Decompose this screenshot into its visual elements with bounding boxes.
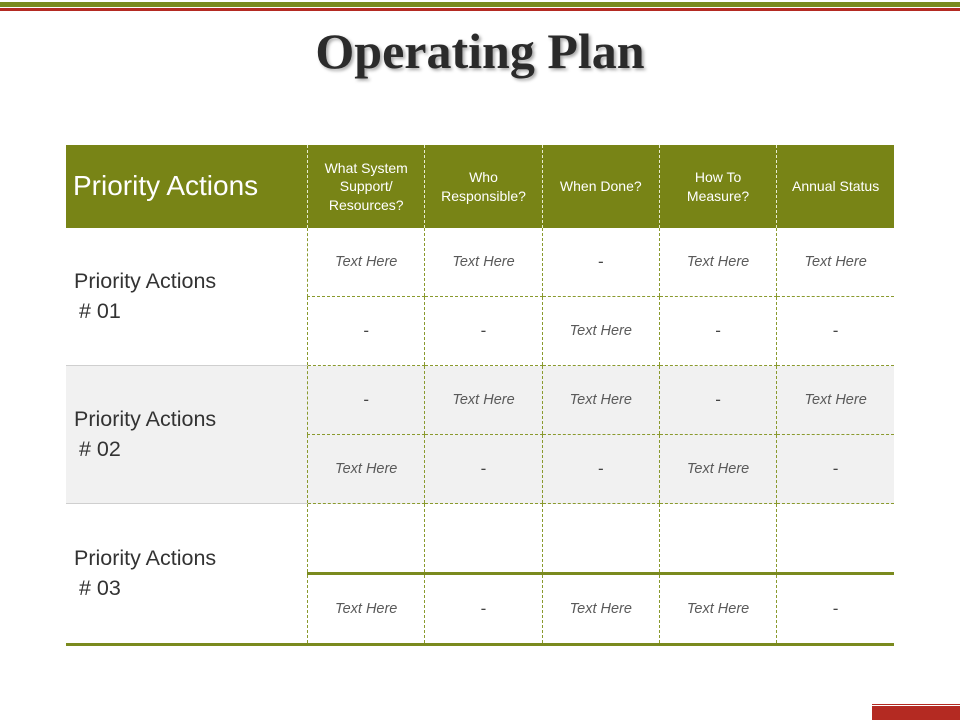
priority-action-label — [66, 504, 308, 645]
header-priority-actions: Priority Actions — [66, 145, 308, 228]
top-rule-olive — [0, 2, 960, 7]
priority-action-number: # 01 — [79, 298, 121, 323]
table-cell: - — [425, 574, 542, 645]
table-cell: Text Here — [542, 297, 659, 366]
operating-plan-table — [66, 145, 894, 646]
header-row — [66, 145, 894, 228]
table-cell: - — [777, 435, 894, 504]
table-row — [66, 366, 894, 435]
corner-rule — [872, 704, 960, 705]
table-cell: Text Here — [308, 228, 425, 297]
top-rule-red — [0, 8, 960, 11]
table-cell — [659, 504, 776, 574]
priority-action-number: # 02 — [79, 436, 121, 461]
header-how-to-measure: How To Measure? — [659, 145, 776, 228]
table-cell: Text Here — [659, 228, 776, 297]
header-when-done: When Done? — [542, 145, 659, 228]
table-cell: - — [542, 228, 659, 297]
priority-action-title: Priority Actions — [74, 407, 217, 432]
priority-action-label — [66, 228, 308, 366]
table-row — [66, 228, 894, 297]
priority-action-title: Priority Actions — [74, 269, 217, 294]
table-cell: - — [308, 366, 425, 435]
table-cell: - — [425, 297, 542, 366]
table-body — [66, 228, 894, 645]
table-cell: Text Here — [777, 228, 894, 297]
table-cell — [308, 504, 425, 574]
table-cell: Text Here — [308, 574, 425, 645]
table-cell: Text Here — [659, 574, 776, 645]
header-who-responsible: Who Responsible? — [425, 145, 542, 228]
corner-accent — [872, 706, 960, 720]
table-cell: - — [542, 435, 659, 504]
table-cell: - — [777, 574, 894, 645]
table-cell: - — [777, 297, 894, 366]
priority-action-number: # 03 — [79, 575, 121, 600]
table-row — [66, 504, 894, 574]
header-annual-status: Annual Status — [777, 145, 894, 228]
table-cell: - — [308, 297, 425, 366]
table-cell: Text Here — [425, 228, 542, 297]
table-cell: Text Here — [542, 366, 659, 435]
table-cell: Text Here — [308, 435, 425, 504]
table-cell — [777, 504, 894, 574]
table-cell: Text Here — [542, 574, 659, 645]
table-cell: - — [659, 366, 776, 435]
table-cell: Text Here — [659, 435, 776, 504]
table-cell: - — [425, 435, 542, 504]
header-system-support: What System Support/ Resources? — [308, 145, 425, 228]
table-cell — [542, 504, 659, 574]
table-cell — [425, 504, 542, 574]
table-cell: Text Here — [425, 366, 542, 435]
priority-action-title: Priority Actions — [74, 546, 217, 571]
table-cell: Text Here — [777, 366, 894, 435]
page-title: Operating Plan — [315, 23, 645, 79]
priority-action-label — [66, 366, 308, 504]
table-cell: - — [659, 297, 776, 366]
